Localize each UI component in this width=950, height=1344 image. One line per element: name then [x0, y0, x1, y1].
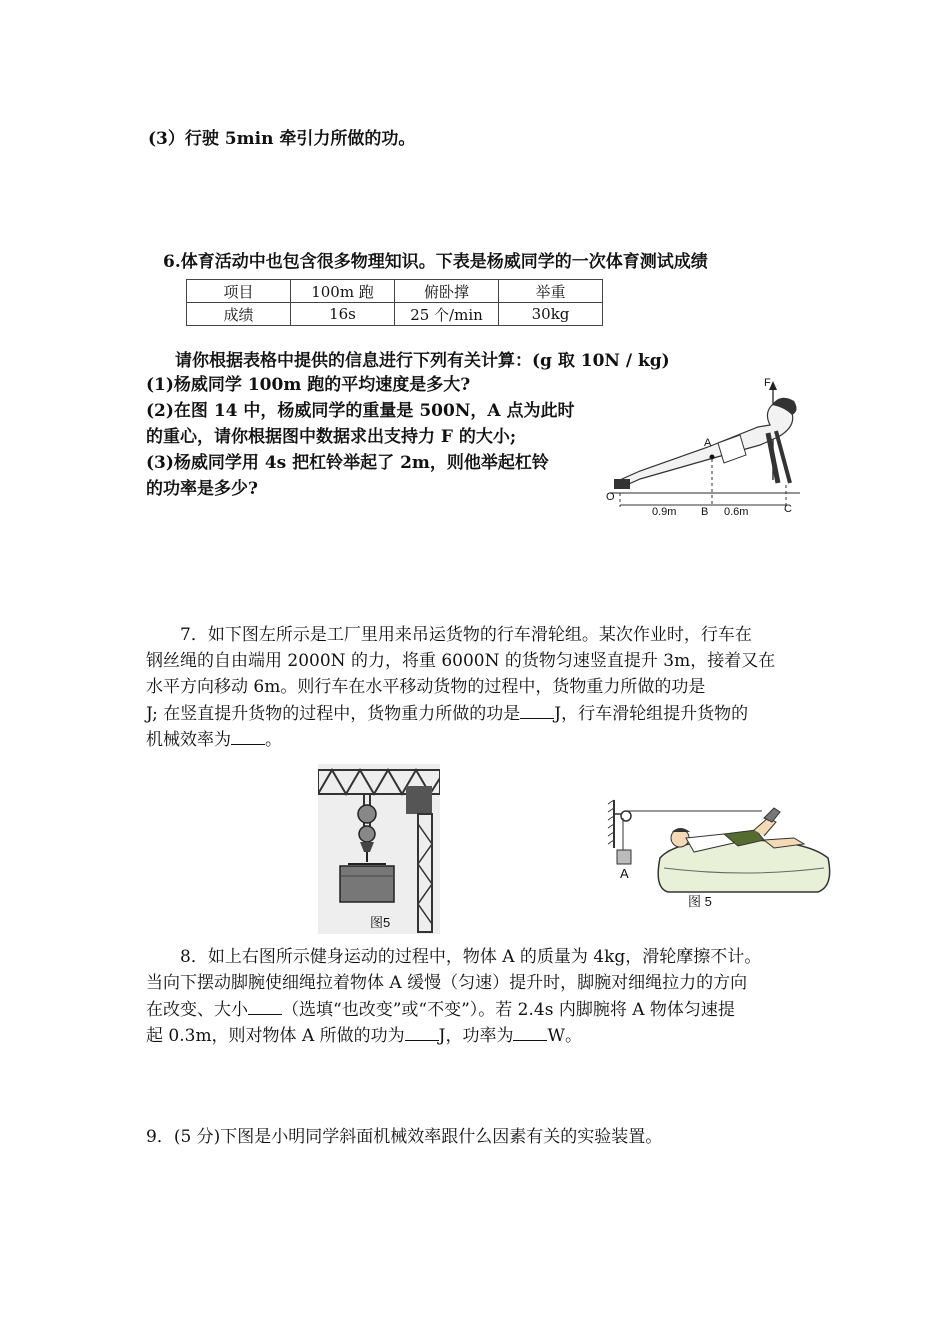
q7-line-3: 水平方向移动 6m。则行车在水平移动货物的过程中，货物重力所做的功是 — [146, 677, 706, 697]
q8-line-4-part-3: W。 — [547, 1026, 582, 1046]
q7-line-5 — [146, 726, 282, 754]
table-cell: 项目 — [187, 280, 291, 303]
crane-diagram — [318, 764, 440, 934]
table-cell: 俯卧撑 — [395, 280, 499, 303]
exercise-figure — [604, 798, 836, 910]
crane-caption: 图5 — [370, 915, 391, 930]
label-o: O — [606, 491, 615, 503]
q6-line-2: (2)在图 14 中，杨威同学的重量是 500N，A 点为此时 — [146, 401, 575, 421]
q7-line-2: 钢丝绳的自由端用 2000N 的力，将重 6000N 的货物匀速竖直提升 3m，接着又在 — [146, 651, 776, 671]
exercise-diagram — [604, 798, 836, 910]
table-cell: 16s — [291, 303, 395, 326]
exercise-caption: 图 5 — [688, 894, 712, 909]
q6-line-5: 的功率是多少? — [146, 479, 258, 499]
q6-line-4: (3)杨威同学用 4s 把杠铃举起了 2m，则他举起杠铃 — [146, 453, 549, 473]
table-cell: 30kg — [499, 303, 603, 326]
crane-figure — [318, 764, 440, 934]
label-b: B — [701, 506, 709, 518]
table-cell: 成绩 — [187, 303, 291, 326]
q6-line-1: (1)杨威同学 100m 跑的平均速度是多大? — [146, 375, 471, 395]
q7-line-4-part-2: J，行车滑轮组提升货物的 — [554, 704, 749, 724]
q8-line-4-part-2: J，功率为 — [438, 1026, 514, 1046]
label-a: A — [704, 437, 712, 449]
q8-blank-force-size — [248, 996, 282, 1015]
q8-blank-power — [513, 1022, 547, 1041]
table-header-row — [187, 280, 603, 303]
q8-line-4-part-1: 起 0.3m，则对物体 A 所做的功为 — [146, 1026, 405, 1046]
q8-line-3 — [146, 996, 735, 1024]
pushup-figure — [600, 375, 820, 520]
q5-part3: (3）行驶 5min 牵引力所做的功。 — [148, 129, 416, 149]
label-dim-2: 0.6m — [724, 506, 749, 518]
q6-title: 6.体育活动中也包含很多物理知识。下表是杨威同学的一次体育测试成绩 — [163, 252, 708, 272]
q8-line-1: 8．如上右图所示健身运动的过程中，物体 A 的质量为 4kg，滑轮摩擦不计。 — [180, 947, 762, 967]
q7-line-4 — [146, 700, 748, 728]
q7-line-5-part-2: 。 — [265, 730, 282, 750]
label-c: C — [784, 503, 792, 515]
q7-line-5-part-1: 机械效率为 — [146, 730, 231, 750]
q7-line-4-part-1: J; 在竖直提升货物的过程中，货物重力所做的功是 — [146, 704, 521, 724]
q8-line-2: 当向下摆动脚腕使细绳拉着物体 A 缓慢（匀速）提升时，脚腕对细绳拉力的方向 — [146, 973, 748, 993]
q7-blank-efficiency — [231, 726, 265, 745]
table-row — [187, 303, 603, 326]
q7-blank-gravity-work — [520, 700, 554, 719]
q6-line-3: 的重心，请你根据图中数据求出支持力 F 的大小; — [146, 427, 517, 447]
score-table — [186, 279, 603, 326]
q6-intro: 请你根据表格中提供的信息进行下列有关计算：(g 取 10N / kg) — [175, 351, 670, 371]
label-f: F — [764, 377, 771, 389]
table-cell: 举重 — [499, 280, 603, 303]
q8-line-4 — [146, 1022, 582, 1050]
q8-line-3-part-1: 在改变、大小 — [146, 1000, 248, 1020]
q8-line-3-part-2: （选填“也改变”或“不变”）。若 2.4s 内脚腕将 A 物体匀速提 — [282, 1000, 735, 1020]
label-dim-1: 0.9m — [652, 506, 677, 518]
weight-label-a: A — [620, 866, 629, 881]
q8-blank-work — [405, 1022, 439, 1041]
table-cell: 25 个/min — [395, 303, 499, 326]
q7-line-1: 7．如下图左所示是工厂里用来吊运货物的行车滑轮组。某次作业时，行车在 — [180, 625, 752, 645]
table-cell: 100m 跑 — [291, 280, 395, 303]
q9-line: 9．(5 分)下图是小明同学斜面机械效率跟什么因素有关的实验装置。 — [146, 1127, 663, 1147]
